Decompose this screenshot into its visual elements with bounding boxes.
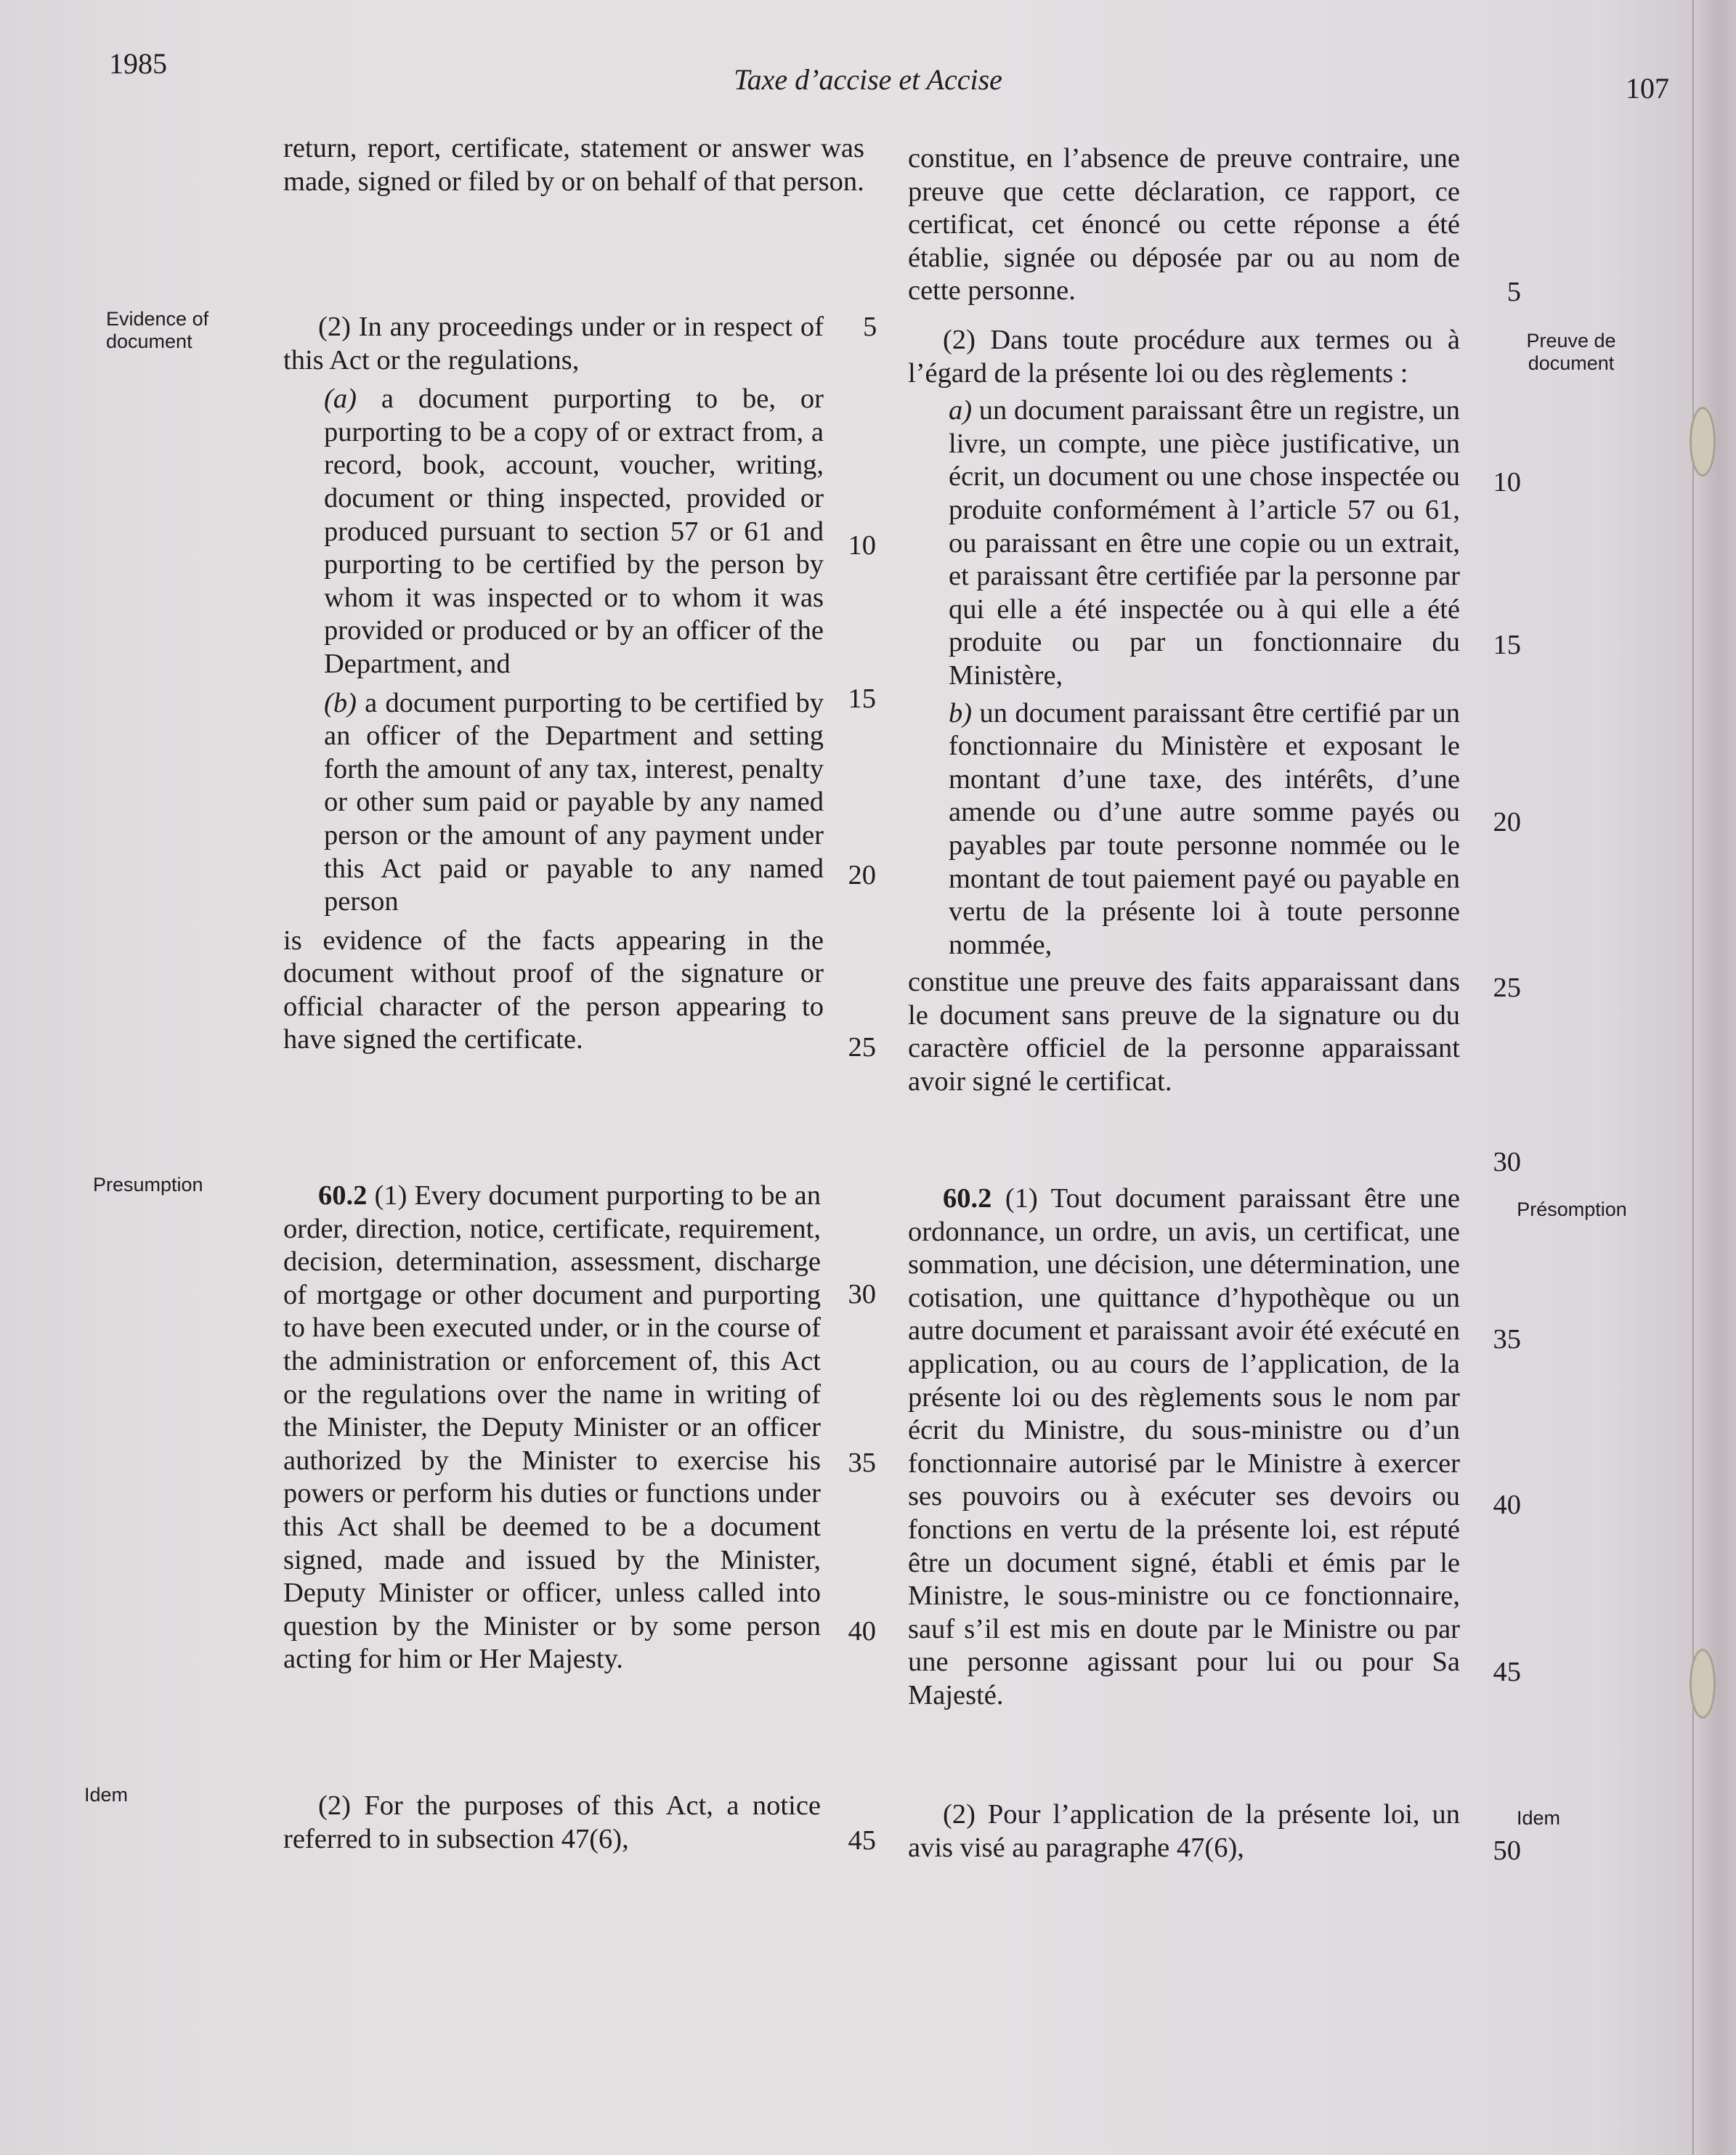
fr-section-60-2-2 (908, 1798, 1460, 1864)
marginal-note-evidence: Evidence of document (106, 308, 209, 352)
line-number: 40 (1493, 1490, 1521, 1520)
marginal-note-idem-fr: Idem (1516, 1807, 1561, 1829)
marginal-note-presumption: Presumption (93, 1174, 203, 1196)
en-continuation (283, 132, 864, 198)
line-number: 5 (863, 312, 877, 342)
line-number: 15 (848, 683, 876, 714)
line-number: 25 (848, 1032, 876, 1063)
marginal-note-idem: Idem (84, 1784, 129, 1806)
line-number: 50 (1493, 1835, 1521, 1866)
fr-s602-text: (1) Tout document paraissant être une ordonnance, un ordre, un avis, un certificat, une sommation, une décision, une détermination, une cotisation, une quittance d’hypothèque ou un autre document et paraissant avoir été exécuté en application, ou au cours de l’application, de la présente loi ou des règlements sous le nom par écrit du Ministre, du sous-ministre ou d’un fonctionnaire autorisé par le Ministre à exercer ses pouvoirs ou à exécuter ses devoirs ou fonctions en vertu de la présente loi, est réputé être un document signé, établi et émis par le Ministre, le sous-ministre ou ce fonctionnaire, sauf s’il est mis en doute par le Ministre ou par une personne agissant pour lui ou pour Sa Majesté. (908, 1183, 1460, 1710)
line-number: 20 (848, 860, 876, 890)
en-section-number: 60.2 (318, 1180, 368, 1211)
fr-s2-close: constitue une preuve des faits apparaissant dans le document sans preuve de la signature ou du caractère officiel de la personne apparaissant avoir signé le certificat. (908, 967, 1460, 1097)
en-cont-text: return, report, certificate, statement or answer was made, signed or filed by or on behalf of that person. (283, 133, 864, 197)
fr-s2-b-text: un document paraissant être certifié par un fonctionnaire du Ministère et exposant le montant d’une taxe, des intérêts, d’une amende ou d’une autre somme payés ou payables par toute personne nommée ou le montant de tout paiement payé ou payable en vertu de la présente loi à toute personne nommée, (949, 697, 1460, 960)
en-s2-a-text: a document purporting to be, or purporting to be a copy of or extract from, a record, book, account, voucher, writing, document or thing inspected, provided or produced pursuant to section 57 or 61 and purporting to be certified by the person by whom it was inspected or to whom it was provided or produced or by an officer of the Department, and (324, 383, 824, 679)
fr-cont-text: constitue, en l’absence de preuve contraire, une preuve que cette déclaration, ce rapport, ce certificat, cet énoncé ou cette réponse a été établie, signée ou déposée par ou au nom de cette personne. (908, 143, 1460, 307)
en-subsection-2 (283, 311, 877, 1057)
line-number: 5 (1506, 277, 1521, 307)
en-s602-2: (2) For the purposes of this Act, a notice referred to in subsection 47(6), (283, 1790, 821, 1854)
en-s2-close: is evidence of the facts appearing in the document without proof of the signature or official character of the person appearing to have signed the certificate. (283, 925, 824, 1055)
line-number: 45 (1493, 1657, 1521, 1687)
en-s602-text: (1) Every document purporting to be an order, direction, notice, certificate, requirement, decision, determination, assessment, discharge of mortgage or other document and purporting to have been executed under, or in the course of the administration or enforcement of, this Act or the regulations over the name in writing of the Minister, the Deputy Minister or an officer authorized by the Minister to exercise his powers or perform his duties or functions under this Act shall be deemed to be a document signed, made and issued by the Minister, Deputy Minister or officer, unless called into question by the Minister or by some person acting for him or Her Majesty. (283, 1180, 821, 1675)
line-number: 35 (1493, 1324, 1521, 1355)
fr-s2-a-label: a) (949, 395, 973, 426)
line-number: 30 (1493, 1147, 1521, 1177)
line-number: 10 (848, 530, 876, 561)
line-number: 15 (1493, 630, 1521, 660)
fr-s2-b-label: b) (949, 697, 973, 729)
fr-subsection-2 (908, 324, 1475, 1099)
en-s2-intro: (2) In any proceedings under or in respect of this Act or the regulations, (283, 312, 824, 376)
page-edge (1692, 0, 1736, 2155)
line-number: 45 (848, 1825, 876, 1856)
header-title: Taxe d’accise et Accise (734, 63, 1002, 96)
en-s2-b-text: a document purporting to be certified by an officer of the Department and setting forth the amount of any tax, interest, penalty or other sum paid or payable by any named person or the amount of any payment under this Act paid or payable to any named person (324, 687, 824, 917)
fr-s602-2: (2) Pour l’application de la présente loi, un avis visé au paragraphe 47(6), (908, 1799, 1460, 1863)
binding-clip (1690, 1649, 1716, 1718)
line-number: 35 (848, 1448, 876, 1478)
page-number: 107 (1626, 72, 1669, 105)
header-year: 1985 (109, 47, 167, 80)
fr-s2-a-text: un document paraissant être un registre, un livre, un compte, une pièce justificative, un écrit, un document ou une chose inspectée ou produite conformément à l’article 57 ou 61, ou paraissant en être une copie ou un extrait, et paraissant être certifiée par la personne par qui elle a été inspectée ou à qui elle a été produite ou par un fonctionnaire du Ministère, (949, 395, 1460, 691)
en-section-60-2 (283, 1180, 821, 1676)
line-number: 30 (848, 1279, 876, 1310)
en-s2-b-label: (b) (324, 687, 357, 718)
fr-continuation (908, 142, 1460, 308)
line-number: 25 (1493, 973, 1521, 1003)
line-number: 20 (1493, 807, 1521, 837)
line-number: 40 (848, 1616, 876, 1647)
fr-s2-intro: (2) Dans toute procédure aux termes ou à l’égard de la présente loi ou des règlements : (908, 325, 1460, 389)
binding-clip (1690, 407, 1716, 476)
fr-section-60-2 (908, 1182, 1460, 1713)
marginal-note-presomption: Présomption (1517, 1198, 1627, 1220)
marginal-note-preuve: Preuve de document (1526, 330, 1616, 374)
en-s2-a-label: (a) (324, 383, 357, 415)
fr-section-number: 60.2 (943, 1183, 992, 1214)
line-number: 10 (1493, 467, 1521, 498)
en-section-60-2-2 (283, 1790, 821, 1856)
